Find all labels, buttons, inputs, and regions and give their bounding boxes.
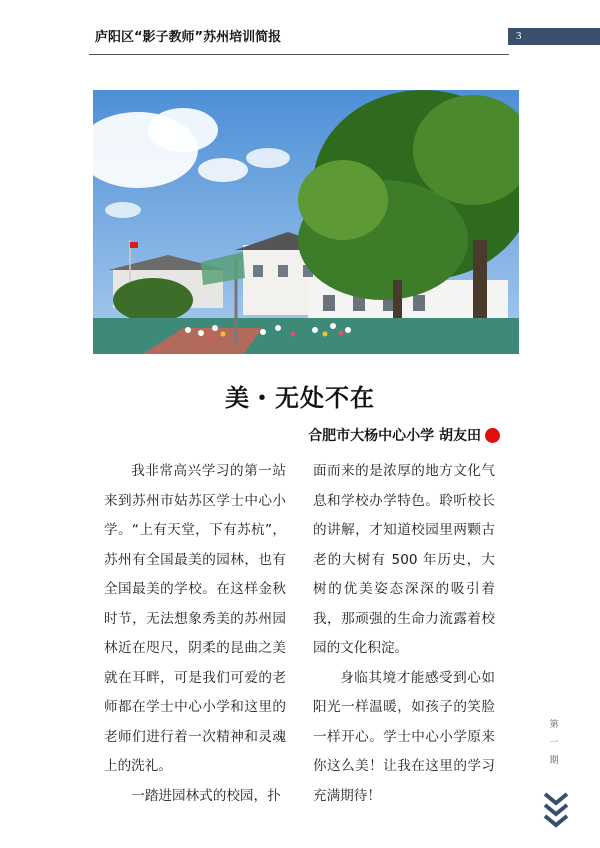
- article-title: 美・无处不在: [225, 384, 375, 412]
- paragraph: 面而来的是浓厚的地方文化气息和学校办学特色。聆听校长的讲解，才知道校园里两颗古老的大树有 500 年历史，大树的优美姿态深深的吸引着我，那顽强的生命力流露着校园的文化积淀。: [313, 463, 495, 656]
- page-number-tab: 3: [508, 28, 600, 45]
- header-rule: [89, 54, 509, 55]
- paragraph: 一踏进园林式的校园，扑: [131, 787, 281, 804]
- red-dot-icon: [485, 428, 500, 443]
- issue-label: 第 一 期: [549, 720, 559, 766]
- right-column: [313, 457, 495, 811]
- school-courtyard-photo: [93, 90, 519, 354]
- byline: [308, 425, 500, 445]
- chevron-down-icon: [543, 790, 569, 834]
- byline-text: 合肥市大杨中心小学 胡友田: [308, 428, 481, 444]
- paragraph: 身临其境才能感受到心如阳光一样温暖，如孩子的笑脸一样开心。学士中心小学原来你这么美！让我在这里的学习充满期待！: [313, 669, 495, 804]
- left-column: [104, 457, 286, 811]
- paragraph: 我非常高兴学习的第一站来到苏州市姑苏区学士中心小学。“上有天堂，下有苏杭”，苏州有全国最美的园林，也有全国最美的学校。在这样金秋时节，无法想象秀美的苏州园林近在咫尺，阴柔的昆曲之美就在耳畔，可是我们可爱的老师都在学士中心小学和这里的老师们进行着一次精神和灵魂上的洗礼。: [104, 463, 286, 774]
- header-title: 庐阳区“影子教师”苏州培训简报: [95, 30, 282, 45]
